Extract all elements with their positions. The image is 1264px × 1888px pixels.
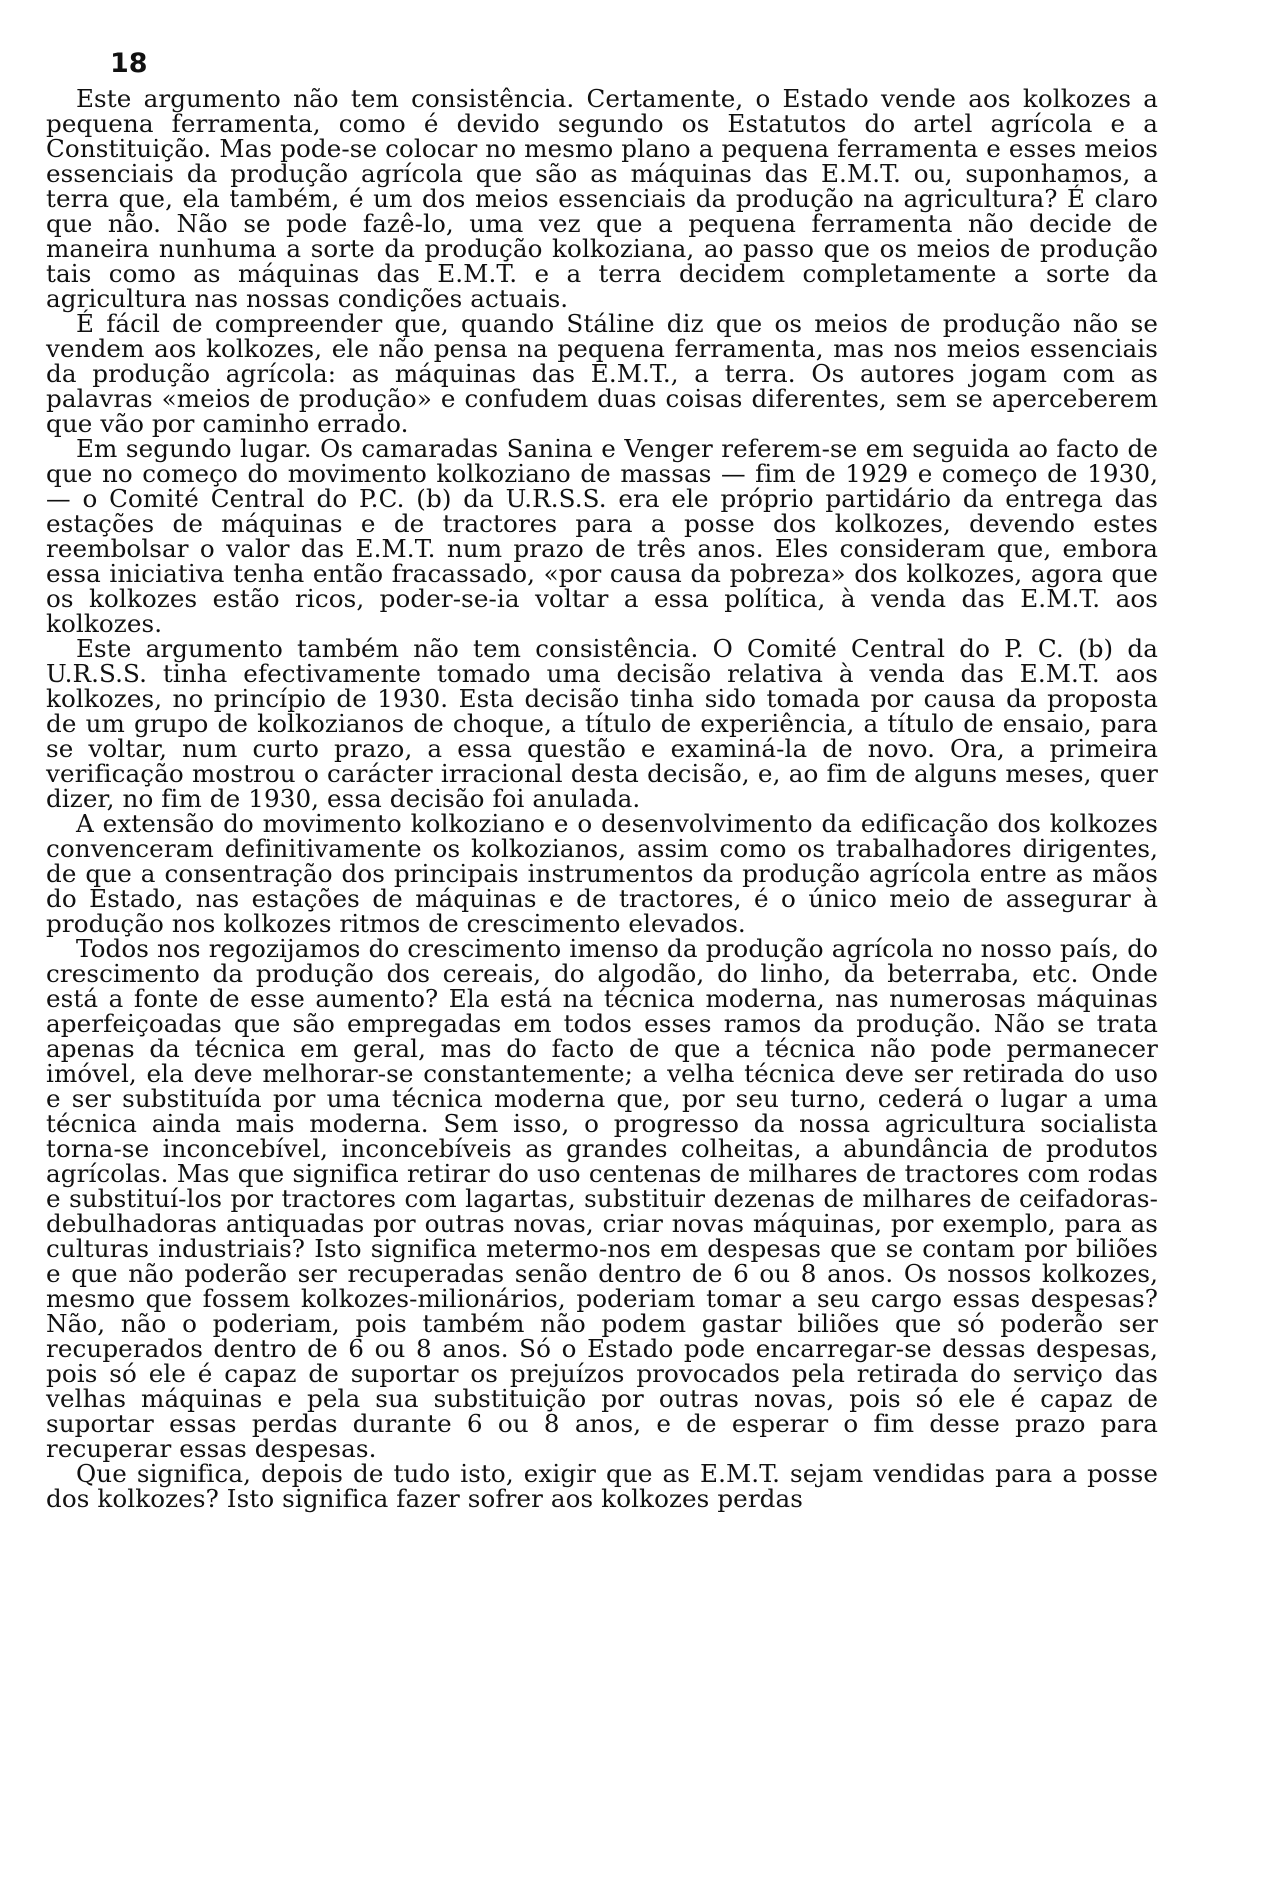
paragraph: A extensão do movimento kolkoziano e o desenvolvimento da edificação dos kolkozes convenceram definitivamente os kolkozianos, assim como os trabalhadores dirigentes, de que a consentração dos principais instrumentos da produção agrícola entre as mãos do Estado, nas estações de máquinas e de tractores, é o único meio de assegurar à produção nos kolkozes ritmos de crescimento elevados. [46, 809, 1158, 938]
paragraph: Este argumento não tem consistência. Certamente, o Estado vende aos kolkozes a pequena ferramenta, como é devido segundo os Estatutos do artel agrícola e a Constituição. Mas pode-se colocar no mesmo plano a pequena ferramenta e esses meios essenciais da produção agrícola que são as máquinas das E.M.T. ou, suponhamos, a terra que, ela também, é um dos meios essenciais da produção na agricultura? É claro que não. Não se pode fazê-lo, uma vez que a pequena ferramenta não decide de maneira nunhuma a sorte da produção kolkoziana, ao passo que os meios de produção tais como as máquinas das E.M.T. e a terra decidem completamente a sorte da agricultura nas nossas condições actuais. [46, 84, 1158, 313]
paragraph: Que significa, depois de tudo isto, exigir que as E.M.T. sejam vendidas para a posse dos kolkozes? Isto significa fazer sofrer aos kolkozes perdas [46, 1459, 1158, 1513]
paragraph: Em segundo lugar. Os camaradas Sanina e Venger referem-se em seguida ao facto de que no começo do movimento kolkoziano de massas — fim de 1929 e começo de 1930, — o Comité Central do P.C. (b) da U.R.S.S. era ele próprio partidário da entrega das estações de máquinas e de tractores para a posse dos kolkozes, devendo estes reembolsar o valor das E.M.T. num prazo de três anos. Eles consideram que, embora essa iniciativa tenha então fracassado, «por causa da pobreza» dos kolkozes, agora que os kolkozes estão ricos, poder-se-ia voltar a essa política, à venda das E.M.T. aos kolkozes. [46, 434, 1158, 638]
page-number: 18 [110, 48, 148, 79]
paragraph: Todos nos regozijamos do crescimento imenso da produção agrícola no nosso país, do crescimento da produção dos cereais, do algodão, do linho, da beterraba, etc. Onde está a fonte de esse aumento? Ela está na técnica moderna, nas numerosas máquinas aperfeiçoadas que são empregadas em todos esses ramos da produção. Não se trata apenas da técnica em geral, mas do facto de que a técnica não pode permanecer imóvel, ela deve melhorar-se constantemente; a velha técnica deve ser retirada do uso e ser substituída por uma técnica moderna que, por seu turno, cederá o lugar a uma técnica ainda mais moderna. Sem isso, o progresso da nossa agricultura socialista torna-se inconcebível, inconcebíveis as grandes colheitas, a abundância de produtos agrícolas. Mas que significa retirar do uso centenas de milhares de tractores com rodas e substituí-los por tractores com lagartas, substituir dezenas de milhares de ceifadoras-debulhadoras antiquadas por outras novas, criar novas máquinas, por exemplo, para as culturas industriais? Isto significa metermo-nos em despesas que se contam por biliões e que não poderão ser recuperadas senão dentro de 6 ou 8 anos. Os nossos kolkozes, mesmo que fossem kolkozes-milionários, poderiam tomar a seu cargo essas despesas? Não, não o poderiam, pois também não podem gastar biliões que só poderão ser recuperados dentro de 6 ou 8 anos. Só o Estado pode encarregar-se dessas despesas, pois só ele é capaz de suportar os prejuízos provocados pela retirada do serviço das velhas máquinas e pela sua substituição por outras novas, pois só ele é capaz de suportar essas perdas durante 6 ou 8 anos, e de esperar o fim desse prazo para recuperar essas despesas. [46, 934, 1158, 1463]
body-text [46, 86, 1158, 1511]
paragraph: É fácil de compreender que, quando Stáline diz que os meios de produção não se vendem aos kolkozes, ele não pensa na pequena ferramenta, mas nos meios essenciais da produção agrícola: as máquinas das E.M.T., a terra. Os autores jogam com as palavras «meios de produção» e confudem duas coisas diferentes, sem se aperceberem que vão por caminho errado. [46, 309, 1158, 438]
paragraph: Este argumento também não tem consistência. O Comité Central do P. C. (b) da U.R.S.S. tinha efectivamente tomado uma decisão relativa à venda das E.M.T. aos kolkozes, no princípio de 1930. Esta decisão tinha sido tomada por causa da proposta de um grupo de kolkozianos de choque, a título de experiência, a título de ensaio, para se voltar, num curto prazo, a essa questão e examiná-la de novo. Ora, a primeira verificação mostrou o carácter irracional desta decisão, e, ao fim de alguns meses, quer dizer, no fim de 1930, essa decisão foi anulada. [46, 634, 1158, 813]
